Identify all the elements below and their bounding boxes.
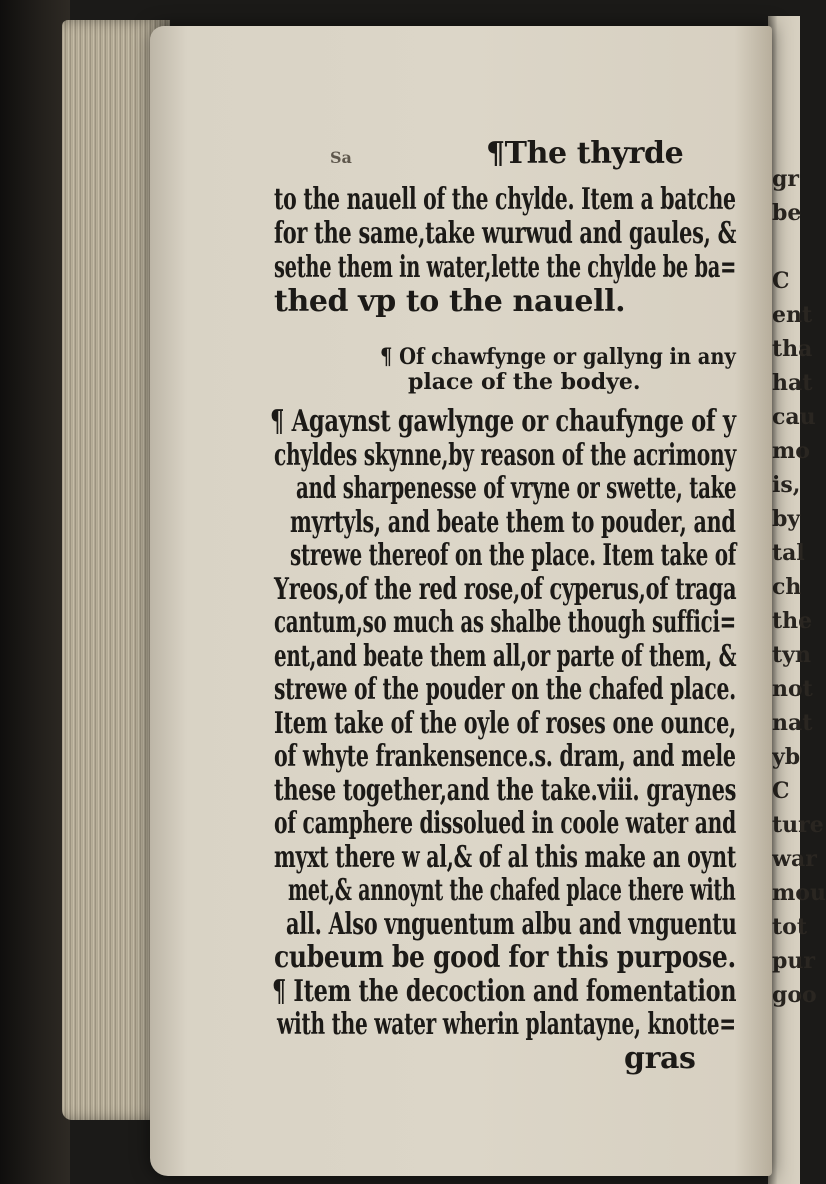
facing-page-fragment: pur	[772, 948, 815, 974]
body-line: all. Also vnguentum albu and vnguentu	[286, 906, 737, 942]
text-line: for the same,take wurwud and gaules, &	[274, 216, 737, 251]
page-text	[150, 26, 772, 1176]
facing-page-fragment: mou	[772, 880, 826, 906]
text-line: thed vp to the nauell.	[274, 284, 626, 319]
facing-page-fragment: goo	[772, 982, 817, 1008]
body-line: myxt there w al,& of al this make an oynt	[274, 839, 737, 875]
facing-page-fragment: tha	[772, 336, 813, 362]
facing-page-fragment: yb	[772, 744, 801, 770]
body-line: cubeum be good for this purpose.	[274, 940, 736, 975]
facing-page-fragment: hat	[772, 370, 813, 396]
body-line: chyldes skynne,by reason of the acrimony	[274, 437, 736, 473]
facing-page-fragment: ent	[772, 302, 813, 328]
facing-page-fragment: mo	[772, 438, 810, 464]
body-line: ent,and beate them all,or parte of them, &	[274, 638, 737, 674]
text-line: to the nauell of the chylde. Item a batche	[274, 182, 736, 217]
body-line: myrtyls, and beate them to pouder, and	[290, 504, 736, 540]
running-head: ¶The thyrde	[486, 136, 684, 171]
body-line: of whyte frankensence.s. dram, and mele	[274, 739, 736, 774]
facing-page-fragment: by	[772, 506, 801, 532]
text-line: sethe them in water,lette the chylde be ba=	[274, 250, 737, 285]
facing-page-fragment: ture	[772, 812, 824, 838]
facing-page	[768, 16, 826, 1184]
subheading-line: place of the bodye.	[408, 369, 641, 395]
body-line: met,& annoynt the chafed place there with	[288, 873, 736, 908]
facing-page-fragment: tal	[772, 540, 805, 566]
facing-page-fragment: C	[772, 268, 790, 294]
body-line: and sharpenesse of vryne or swette, take	[296, 471, 737, 506]
facing-page-fragment: be	[772, 200, 802, 226]
body-line: with the water wherin plantayne, knotte=	[277, 1007, 736, 1042]
body-line: these together,and the take.viii. graynes	[274, 772, 737, 808]
body-line: of camphere dissolued in coole water and	[274, 806, 737, 841]
book-page	[150, 26, 772, 1176]
facing-page-fragment: C	[772, 778, 790, 804]
body-line: strewe thereof on the place. Item take of	[290, 538, 737, 573]
body-line: ¶ Item the decoction and fomentation	[272, 973, 737, 1009]
facing-page-fragment: nat	[772, 710, 813, 736]
facing-page-fragment: ch	[772, 574, 802, 600]
subheading-line: ¶ Of chawfynge or gallyng in any	[380, 344, 736, 370]
body-line: gras	[624, 1040, 696, 1076]
facing-page-fragment: gr	[772, 166, 799, 192]
body-line: strewe of the pouder on the chafed place.	[274, 672, 736, 707]
facing-page-fragment: war	[772, 846, 817, 872]
body-line: ¶ Agaynst gawlynge or chaufynge of y	[270, 404, 736, 439]
facing-page-fragment: cau	[772, 404, 816, 430]
book-cover-edge	[0, 0, 70, 1184]
body-line: Yreos,of the red rose,of cyperus,of traga	[274, 571, 737, 607]
body-line: Item take of the oyle of roses one ounce,	[274, 705, 736, 741]
signature-mark: Sa	[330, 148, 352, 167]
facing-page-fragment: is,	[772, 472, 801, 498]
facing-page-fragment: tyn	[772, 642, 811, 668]
facing-page-fragment: tot	[772, 914, 807, 940]
facing-page-fragment: not	[772, 676, 813, 702]
facing-page-fragment: the	[772, 608, 813, 634]
body-line: cantum,so much as shalbe though suffici=	[274, 605, 736, 640]
